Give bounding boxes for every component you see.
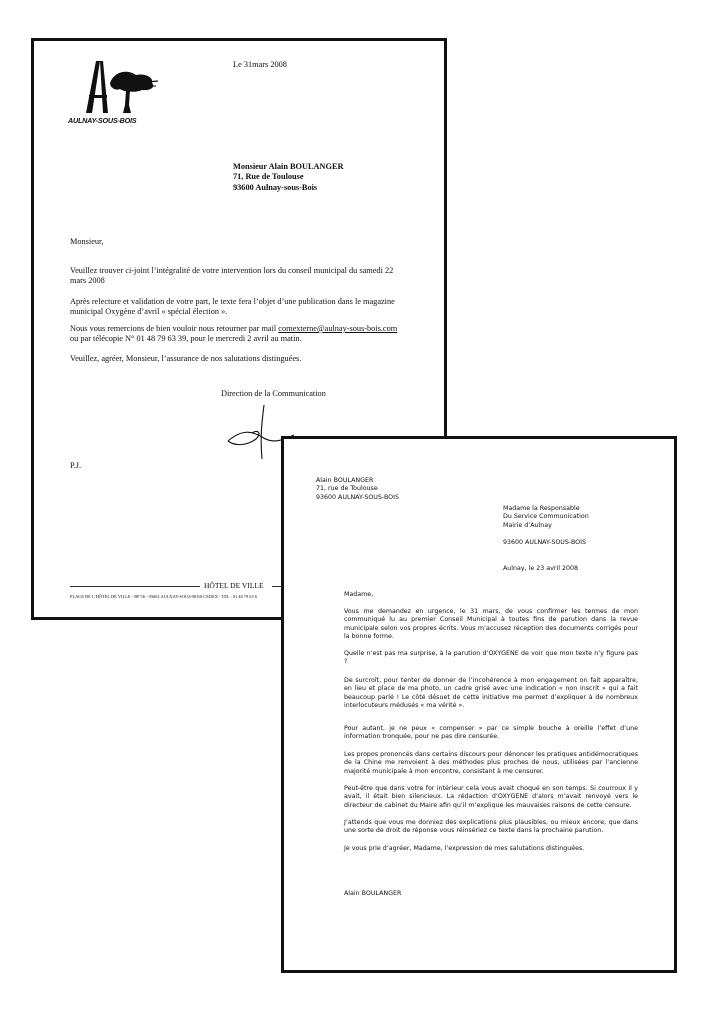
letter2-paragraph-4: Pour autant, je ne peux « compenser » par ce simple bouche à oreille l’effet d’une information tronquée, pour ne pas dire censurée. (344, 725, 638, 741)
footer-hotel-de-ville: HÔTEL DE VILLE (204, 581, 264, 590)
letter1-paragraph-3 (70, 324, 430, 345)
letter1-signatory: Direction de la Communication (221, 389, 326, 398)
letter2-sender (316, 477, 399, 502)
letter1-date: Le 31mars 2008 (233, 60, 287, 69)
recipient-city: 93600 Aulnay-sous-Bois (233, 182, 318, 192)
letter2-paragraph-3: De surcroît, pour tenter de donner de l’incohérence à mon engagement on fait apparaître, en lieu et place de ma photo, un cadre grisé avec une indication « non inscrit » qui a fait beaucoup parlé ! Le côté désuet de cette initiative me permet d’expliquer à de nombreux interlocuteurs médusés « ma vérité ». (344, 677, 638, 710)
letter1-closing: Veuillez, agréer, Monsieur, l’assurance de nos salutations distinguées. (70, 354, 302, 363)
recipient-street: 71, Rue de Toulouse (233, 172, 304, 182)
city-logo-icon (70, 57, 160, 115)
letter2-salutation: Madame, (344, 591, 374, 598)
letter1-paragraph-2: Après relecture et validation de votre part, le texte fera l’objet d’une publication dans le magazine municipal Oxygène d’avril « spécial élection ». (70, 297, 395, 317)
sender-name: Alain BOULANGER (316, 477, 374, 484)
city-logo (70, 57, 160, 127)
letter2-recipient-city: 93600 AULNAY-SOUS-BOIS (503, 539, 586, 546)
city-logo-name: AULNAY-SOUS-BOIS (68, 116, 137, 125)
letter2-paragraph-6: Peut-être que dans votre for intérieur cela vous avait choqué en son temps. Si courroux il y avait, il était bien silencieux. La rédaction d’OXYGENE d’alors m’avait renvoyé vers le directeur de cabinet du Maire afin qu’il m’explique les mauvaises raisons de cette censure. (344, 785, 638, 809)
recipient-service: Du Service Communication (503, 513, 589, 521)
sender-street: 71, rue de Toulouse (316, 485, 378, 493)
letter2-recipient (503, 505, 589, 530)
footer-divider-left (70, 586, 200, 587)
recipient-mairie: Mairie d’Aulnay (503, 521, 552, 529)
letter1-attachment: P.J. (70, 461, 82, 470)
letter1-recipient (233, 162, 344, 193)
recipient-name: Monsieur Alain BOULANGER (233, 162, 344, 171)
letter1-paragraph-1: Veuillez trouver ci-joint l’intégralité de votre intervention lors du conseil municipal du samedi 22 mars 2008 (70, 266, 394, 286)
paragraph-3-fax: ou par télécopie N° 01 48 79 63 39, pour le mercredi 2 avril au matin. (70, 334, 302, 344)
letter1-salutation: Monsieur, (70, 237, 104, 246)
letter2-paragraph-7: J’attends que vous me donniez des explications plus plausibles, ou mieux encore, que dans une sorte de droit de réponse vous réinsériez ce texte dans la prochaine parution. (344, 819, 638, 835)
letter2-signature: Alain BOULANGER (344, 890, 402, 897)
letter2-paragraph-5: Les propos prononcés dans certains discours pour dénoncer les pratiques antidémocratiques de la Chine me renvoient à des méthodes plus proches de nous, utilisées par l’ancienne majorité municipale à mon encontre, consistant à me censurer. (344, 751, 638, 775)
letter2-paragraph-2: Quelle n’est pas ma surprise, à la parution d’OXYGENE de voir que mon texte n’y figure pas ? (344, 650, 638, 666)
letter-boulanger-page (281, 436, 677, 973)
sender-city: 93600 AULNAY-SOUS-BOIS (316, 493, 399, 501)
letter2-closing: Je vous prie d’agréer, Madame, l’expression de mes salutations distinguées. (344, 845, 585, 852)
contact-email-link[interactable]: comexterne@aulnay-sous-bois.com (278, 324, 398, 333)
footer-address: PLACE DE L’HÔTEL DE VILLE - BP 56 - 93602 AULNAY-SOUS-BOIS CEDEX - TEL : 01 48 79 63 6 (70, 594, 257, 599)
letter2-paragraph-1: Vous me demandez en urgence, le 31 mars, de vous confirmer les termes de mon communiqué lu au premier Conseil Municipal à toutes fins de parution dans la revue municipale selon vos propres écrits. Vous m’accusez réception des documents corrigés pour la bonne forme. (344, 608, 638, 641)
paragraph-3-text: Nous vous remercions de bien vouloir nous retourner par mail (70, 324, 279, 333)
recipient-title: Madame la Responsable (503, 505, 580, 512)
letter2-date: Aulnay, le 23 avril 2008 (503, 565, 578, 572)
